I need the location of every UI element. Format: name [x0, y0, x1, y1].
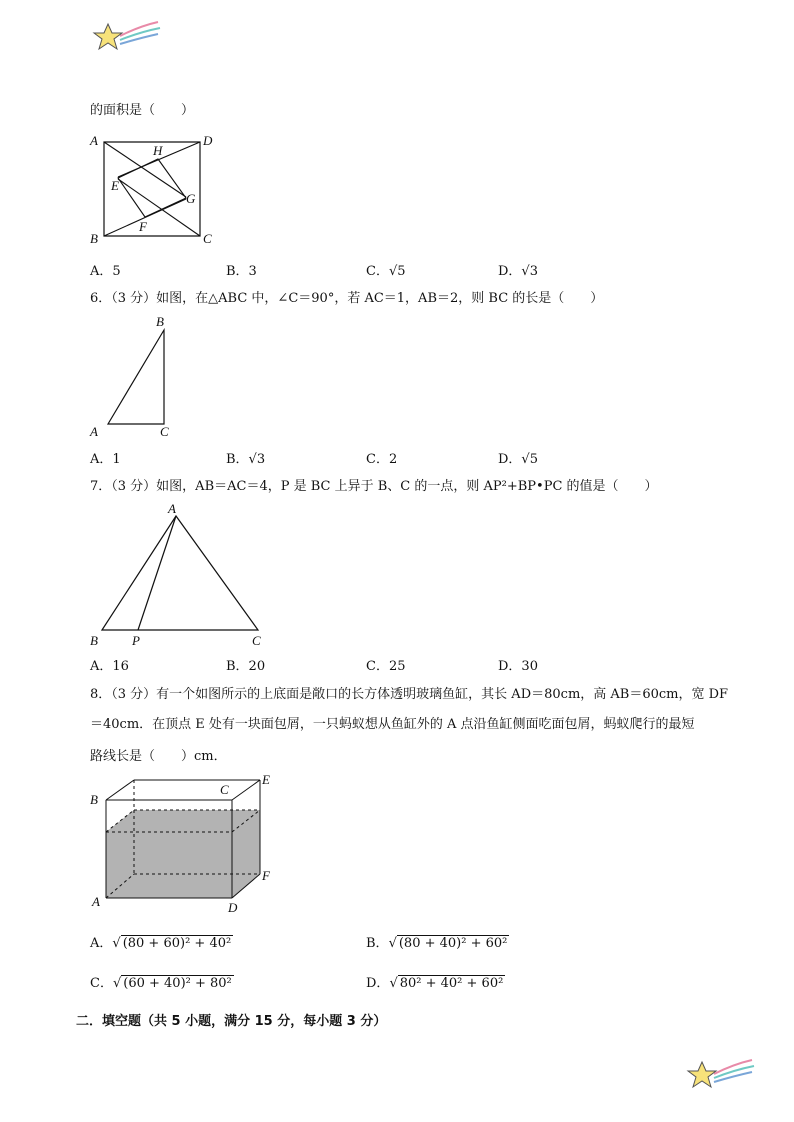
q8-label-E: E [262, 772, 270, 787]
q6-label-C: C [160, 424, 169, 439]
q5-label-C: C [203, 231, 212, 246]
q6-option-b: B．√3 [226, 452, 266, 467]
q5-label-A: A [90, 133, 98, 148]
q7-label-A: A [168, 501, 176, 516]
q7-label-P: P [132, 633, 140, 648]
q6-label-A: A [90, 424, 98, 439]
q6-option-a: A．1 [90, 452, 121, 467]
q5-figure [86, 128, 226, 250]
q7-option-c: C．25 [366, 659, 406, 674]
q8-label-B: B [90, 792, 98, 807]
q5-stem: 的面积是（ ） [90, 103, 195, 118]
q6-label-B: B [156, 314, 164, 329]
q8-option-a: A．√ (80 + 60)² + 40² [90, 936, 232, 951]
q6-figure [86, 312, 186, 442]
q6-stem: 6．（3 分）如图，在△ABC 中，∠C＝90°，若 AC＝1，AB＝2，则 BC 的长是（ ） [90, 291, 604, 306]
q8-option-b: B．√ (80 + 40)² + 60² [366, 936, 508, 951]
q5-label-F: F [139, 219, 147, 234]
q8-label-F: F [262, 868, 270, 883]
q7-stem: 7．（3 分）如图，AB＝AC＝4，P 是 BC 上异于 B、C 的一点，则 AP²+BP•PC 的值是（ ） [90, 479, 658, 494]
q7-label-C: C [252, 633, 261, 648]
q7-option-d: D．30 [498, 659, 538, 674]
q7-option-a: A．16 [90, 659, 129, 674]
q8-label-C: C [220, 782, 229, 797]
q8-option-d: D．√ 80² + 40² + 60² [366, 976, 504, 991]
q5-option-b: B．3 [226, 264, 257, 279]
q5-option-a: A．5 [90, 264, 121, 279]
q5-label-G: G [186, 191, 196, 206]
shooting-star-icon-top [92, 18, 162, 58]
shooting-star-icon-bottom [686, 1054, 756, 1096]
section-heading-fill-in: 二．填空题（共 5 小题，满分 15 分，每小题 3 分） [76, 1014, 387, 1029]
q5-label-B: B [90, 231, 98, 246]
q6-option-d: D．√5 [498, 452, 538, 467]
q5-label-D: D [203, 133, 213, 148]
q5-label-H: H [153, 143, 163, 158]
q8-stem-line1: 8．（3 分）有一个如图所示的上底面是敞口的长方体透明玻璃鱼缸，其长 AD＝80cm，高 AB＝60cm，宽 DF [90, 687, 729, 702]
q5-option-c: C．√5 [366, 264, 406, 279]
q7-figure [86, 500, 276, 650]
q7-label-B: B [90, 633, 98, 648]
q8-label-D: D [228, 900, 238, 915]
q6-option-c: C．2 [366, 452, 398, 467]
q8-label-A: A [92, 894, 100, 909]
q8-option-c: C．√ (60 + 40)² + 80² [90, 976, 232, 991]
q8-figure [86, 770, 286, 918]
q5-option-d: D．√3 [498, 264, 538, 279]
q5-label-E: E [111, 178, 119, 193]
q7-option-b: B．20 [226, 659, 266, 674]
q8-stem-line3: 路线长是（ ）cm． [90, 749, 227, 764]
q8-stem-line2: ＝40cm．在顶点 E 处有一块面包屑，一只蚂蚁想从鱼缸外的 A 点沿鱼缸侧面吃面包屑，蚂蚁爬行的最短 [90, 717, 695, 732]
